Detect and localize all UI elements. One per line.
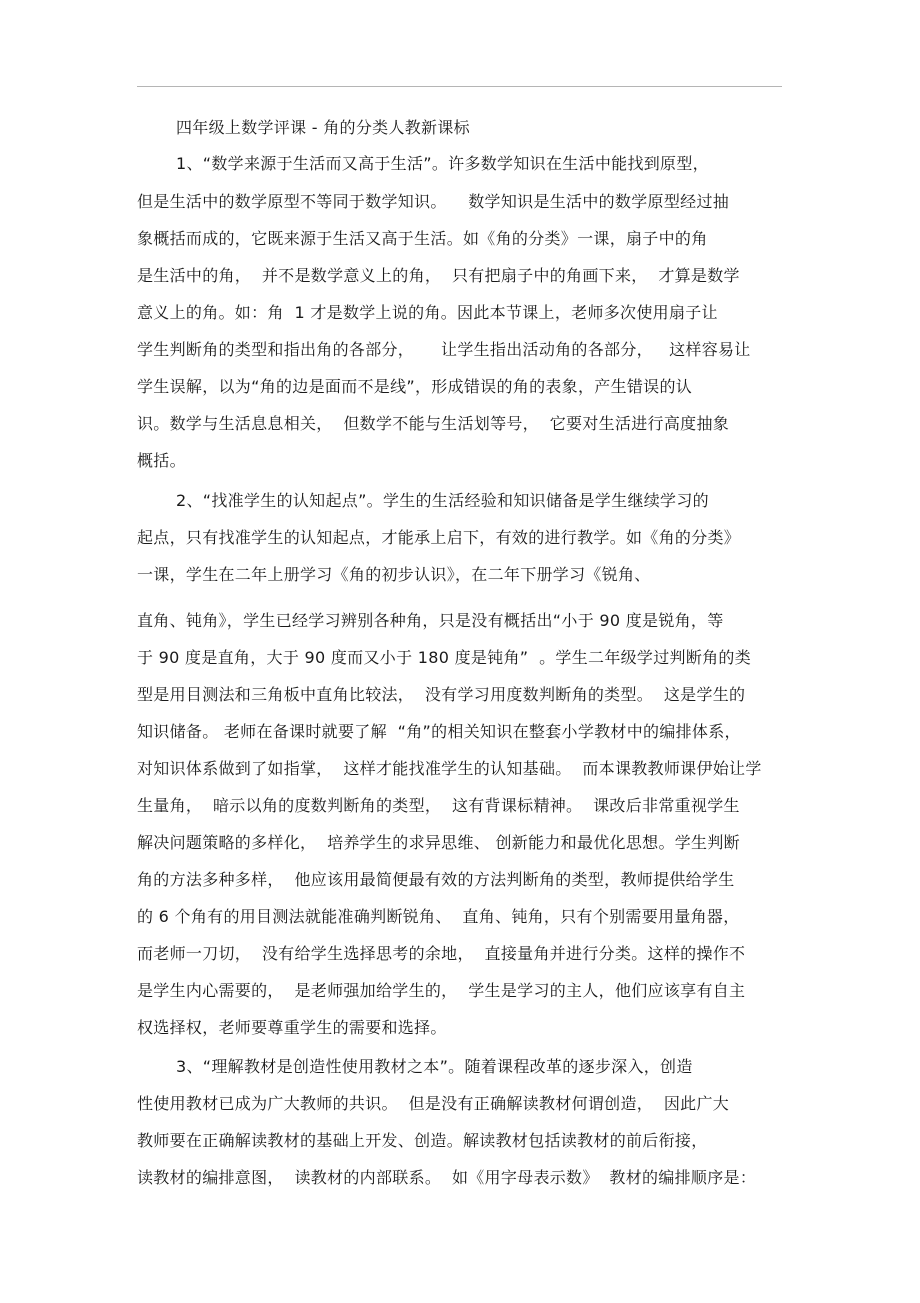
paragraph-line: 是学生内心需要的， 是老师强加给学生的， 学生是学习的主人，他们应该享有自主 bbox=[137, 981, 746, 1000]
paragraph-line: 象概括而成的，它既来源于生活又高于生活。如《角的分类》一课，扇子中的角 bbox=[137, 229, 708, 248]
paragraph-line: 性使用教材已成为广大教师的共识。 但是没有正确解读教材何谓创造， 因此广大 bbox=[137, 1094, 730, 1113]
paragraph-line: 识。数学与生活息息相关， 但数学不能与生活划等号， 它要对生活进行高度抽象 bbox=[137, 414, 730, 433]
paragraph-line: 于 90 度是直角，大于 90 度而又小于 180 度是钝角” 。学生二年级学过判断角的类 bbox=[137, 648, 752, 667]
paragraph-line: 对知识体系做到了如指掌， 这样才能找准学生的认知基础。 而本课教教师课伊始让学 bbox=[137, 759, 762, 778]
paragraph-line: 1、“数学来源于生活而又高于生活”。许多数学知识在生活中能找到原型， bbox=[176, 154, 709, 173]
paragraph-line: 一课，学生在二年上册学习《角的初步认识》，在二年下册学习《锐角、 bbox=[137, 565, 651, 584]
paragraph-line: 型是用目测法和三角板中直角比较法， 没有学习用度数判断角的类型。 这是学生的 bbox=[137, 685, 746, 704]
paragraph-line: 学生误解，以为“角的边是面而不是线”，形成错误的角的表象，产生错误的认 bbox=[137, 377, 693, 396]
paragraph-line: 权选择权，老师要尊重学生的需要和选择。 bbox=[137, 1018, 447, 1037]
paragraph-line: 教师要在正确解读教材的基础上开发、创造。解读教材包括读教材的前后衔接， bbox=[137, 1131, 708, 1150]
paragraph-line: 3、“理解教材是创造性使用教材之本”。随着课程改革的逐步深入，创造 bbox=[176, 1057, 693, 1076]
paragraph-line: 概括。 bbox=[137, 451, 186, 470]
paragraph-line: 的 6 个角有的用目测法就能准确判断锐角、 直角、钝角，只有个别需要用量角器， bbox=[137, 907, 740, 926]
paragraph-line: 知识储备。 老师在备课时就要了解 “角”的相关知识在整套小学教材中的编排体系， bbox=[137, 722, 741, 741]
document-title: 四年级上数学评课 - 角的分类人教新课标 bbox=[176, 118, 470, 137]
header-rule bbox=[137, 86, 782, 87]
paragraph-line: 直角、钝角》，学生已经学习辨别各种角，只是没有概括出“小于 90 度是锐角，等 bbox=[137, 611, 724, 630]
paragraph-line: 是生活中的角， 并不是数学意义上的角， 只有把扇子中的角画下来， 才算是数学 bbox=[137, 266, 740, 285]
paragraph-line: 生量角， 暗示以角的度数判断角的类型， 这有背课标精神。 课改后非常重视学生 bbox=[137, 796, 740, 815]
paragraph-line: 起点，只有找准学生的认知起点，才能承上启下，有效的进行教学。如《角的分类》 bbox=[137, 528, 741, 547]
paragraph-line: 读教材的编排意图， 读教材的内部联系。 如《用字母表示数》 教材的编排顺序是： bbox=[137, 1168, 757, 1187]
paragraph-line: 2、“找准学生的认知起点”。学生的生活经验和知识储备是学生继续学习的 bbox=[176, 491, 709, 510]
paragraph-line: 角的方法多种多样， 他应该用最简便最有效的方法判断角的类型，教师提供给学生 bbox=[137, 870, 735, 889]
paragraph-line: 而老师一刀切， 没有给学生选择思考的余地， 直接量角并进行分类。这样的操作不 bbox=[137, 944, 746, 963]
paragraph-line: 意义上的角。如：角 1 才是数学上说的角。因此本节课上，老师多次使用扇子让 bbox=[137, 303, 718, 322]
paragraph-line: 但是生活中的数学原型不等同于数学知识。 数学知识是生活中的数学原型经过抽 bbox=[137, 192, 730, 211]
paragraph-line: 解决问题策略的多样化， 培养学生的求异思维、 创新能力和最优化思想。学生判断 bbox=[137, 833, 740, 852]
paragraph-line: 学生判断角的类型和指出角的各部分， 让学生指出活动角的各部分， 这样容易让 bbox=[137, 340, 751, 359]
